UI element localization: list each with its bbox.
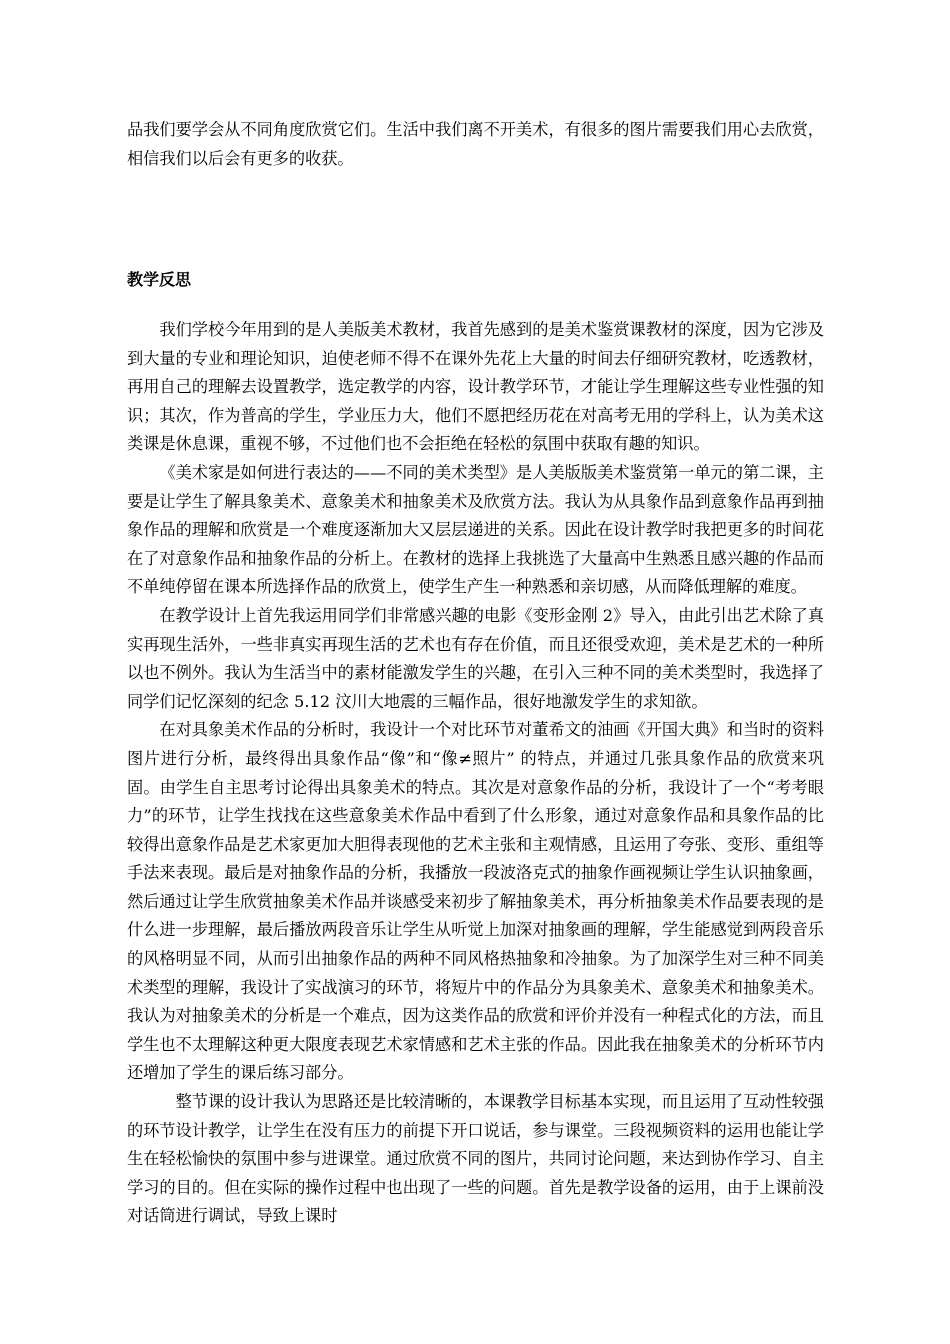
intro-paragraph: 品我们要学会从不同角度欣赏它们。生活中我们离不开美术，有很多的图片需要我们用心去欣赏，相信我们以后会有更多的收获。 [127, 120, 824, 168]
intro-block [127, 116, 824, 173]
paragraph-5: 整节课的设计我认为思路还是比较清晰的，本课教学目标基本实现，而且运用了互动性较强的环节设计教学，让学生在没有压力的前提下开口说话，参与课堂。三段视频资料的运用也能让学生在轻松愉快的氛围中参与进课堂。通过欣赏不同的图片，共同讨论问题，来达到协作学习、自主学习的目的。但在实际的操作过程中也出现了一些的问题。首先是教学设备的运用，由于上课前没对话筒进行调试，导致上课时 [127, 1092, 824, 1226]
paragraph-3: 在教学设计上首先我运用同学们非常感兴趣的电影《变形金刚 2》导入，由此引出艺术除了真实再现生活外，一些非真实再现生活的艺术也有存在价值，而且还很受欢迎，美术是艺术的一种所以也不例外。我认为生活当中的素材能激发学生的兴趣，在引入三种不同的美术类型时，我选择了同学们记忆深刻的纪念 5.12 汶川大地震的三幅作品，很好地激发学生的求知欲。 [127, 605, 824, 711]
paragraph-1: 我们学校今年用到的是人美版美术教材，我首先感到的是美术鉴赏课教材的深度，因为它涉及到大量的专业和理论知识，迫使老师不得不在课外先花上大量的时间去仔细研究教材，吃透教材，再用自己的理解去设置教学，选定教学的内容，设计教学环节，才能让学生理解这些专业性强的知识；其次，作为普高的学生，学业压力大，他们不愿把经历花在对高考无用的学科上，认为美术这类课是休息课，重视不够，不过他们也不会拒绝在轻松的氛围中获取有趣的知识。 [127, 320, 824, 454]
paragraph-2: 《美术家是如何进行表达的——不同的美术类型》是人美版版美术鉴赏第一单元的第二课，主要是让学生了解具象美术、意象美术和抽象美术及欣赏方法。我认为从具象作品到意象作品再到抽象作品的理解和欣赏是一个难度逐渐加大又层层递进的关系。因此在设计教学时我把更多的时间花在了对意象作品和抽象作品的分析上。在教材的选择上我挑选了大量高中生熟悉且感兴趣的作品而不单纯停留在课本所选择作品的欣赏上，使学生产生一种熟悉和亲切感，从而降低理解的难度。 [127, 462, 824, 597]
reflection-body [127, 316, 824, 1231]
section-heading: 教学反思 [127, 270, 192, 289]
paragraph-4: 在对具象美术作品的分析时，我设计一个对比环节对董希文的油画《开国大典》和当时的资料图片进行分析，最终得出具象作品“像”和“像≠照片” 的特点，并通过几张具象作品的欣赏来巩固。由学生自主思考讨论得出具象美术的特点。其次是对意象作品的分析，我设计了一个“考考眼力”的环节，让学生找找在这些意象美术作品中看到了什么形象，通过对意象作品和具象作品的比较得出意象作品是艺术家更加大胆得表现他的艺术主张和主观情感，且运用了夸张、变形、重组等手法来表现。最后是对抽象作品的分析，我播放一段波洛克式的抽象作画视频让学生认识抽象画，然后通过让学生欣赏抽象美术作品并谈感受来初步了解抽象美术，再分析抽象美术作品要表现的是什么进一步理解，最后播放两段音乐让学生从听觉上加深对抽象画的理解，学生能感觉到两段音乐的风格明显不同，从而引出抽象作品的两种不同风格热抽象和冷抽象。为了加深学生对三种不同美术类型的理解，我设计了实战演习的环节，将短片中的作品分为具象美术、意象美术和抽象美术。我认为对抽象美术的分析是一个难点，因为这类作品的欣赏和评价并没有一种程式化的方法，而且学生也不太理解这种更大限度表现艺术家情感和艺术主张的作品。因此我在抽象美术的分析环节内还增加了学生的课后练习部分。 [127, 720, 824, 1083]
